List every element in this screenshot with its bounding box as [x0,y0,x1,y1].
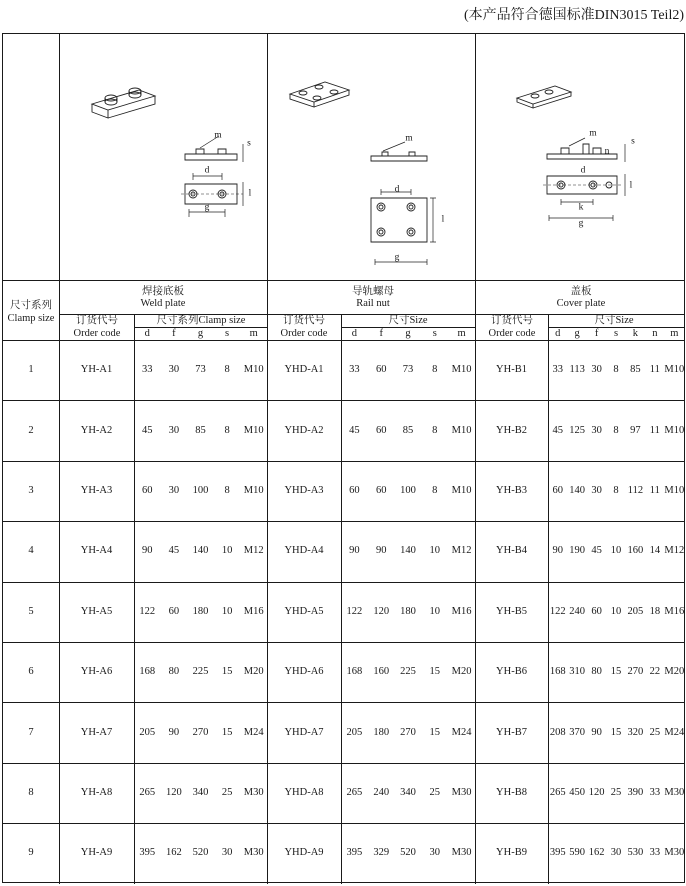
dimension-cell: M10 [243,484,264,496]
dimension-cell: M30 [664,786,685,798]
dimension-cell: 10 [429,605,441,617]
dim-header-s: s [613,327,619,339]
dimension-cell: M16 [451,605,472,617]
dimension-cell: M30 [451,786,472,798]
dimension-cell: 15 [429,665,441,677]
dimension-cell: 265 [139,786,156,798]
cover-label-n: n [604,146,610,157]
cover-title-zh: 盖板 [570,285,592,297]
dimension-cell: 180 [400,605,416,617]
dim-header-n: n [652,327,658,339]
dimension-cell: 168 [549,665,566,677]
row-rule [3,702,684,703]
order-code-cell: YHD-A9 [284,847,324,859]
dimension-cell: 8 [224,484,230,496]
dim-header-d: d [351,327,358,339]
dim-header-m: m [457,327,466,339]
rail-nut-drawing [287,74,477,284]
clamp-size-cell: 3 [28,484,34,496]
dimension-cell: M20 [243,665,264,677]
dimension-cell: M10 [664,363,685,375]
rail-label-g: g [394,252,400,263]
clamp-size-cell: 4 [28,545,34,557]
column-divider [475,34,476,884]
weld-title-en: Weld plate [140,297,186,309]
dimension-cell: 240 [569,605,586,617]
dimension-cell: 162 [588,847,605,859]
weld-label-s: s [247,138,251,149]
dimension-cell: 30 [221,847,233,859]
dimension-cell: 120 [588,786,605,798]
dimension-cell: M10 [451,424,472,436]
dimension-cell: 122 [346,605,363,617]
dimension-cell: 320 [627,726,644,738]
dimension-cell: M30 [243,786,264,798]
dimension-cell: 370 [569,726,586,738]
dimension-cell: 45 [142,424,153,436]
dimension-cell: 520 [192,847,209,859]
dim-header-f: f [379,327,383,339]
cover-label-k: k [578,202,584,213]
order-code-cell: YHD-A6 [284,665,324,677]
dimension-cell: 14 [649,545,661,557]
dimension-cell: 45 [552,424,563,436]
clamp-size-cell: 9 [28,847,34,859]
dimension-cell: 168 [139,665,156,677]
row-header-zh: 尺寸系列 [10,299,52,311]
clamp-size-cell: 6 [28,665,34,677]
dimension-cell: 160 [373,665,390,677]
order-code-cell: YH-B6 [496,665,527,677]
row-rule [3,400,684,401]
header-rule [3,280,684,281]
dimension-cell: 18 [649,605,661,617]
row-rule [3,582,684,583]
dimension-cell: 30 [591,363,602,375]
rail-code-zh: 订货代号 [283,314,325,326]
dimension-cell: 25 [429,786,441,798]
dimension-cell: 590 [569,847,586,859]
cover-size-label: 尺寸Size [594,314,634,326]
order-code-cell: YHD-A3 [284,484,324,496]
dimension-cell: 80 [168,665,180,677]
dimension-cell: 15 [610,726,622,738]
order-code-cell: YH-A4 [80,545,113,557]
dimension-cell: 113 [569,363,585,375]
dimension-cell: M10 [451,484,472,496]
dimension-cell: 30 [591,484,602,496]
column-divider [267,34,268,884]
order-code-cell: YH-A6 [80,665,113,677]
dimension-cell: 30 [591,424,602,436]
order-code-cell: YH-B5 [496,605,527,617]
row-rule [3,521,684,522]
dim-header-g: g [405,327,411,339]
clamp-size-cell: 1 [28,363,34,375]
dimension-cell: 85 [195,424,206,436]
dimension-cell: 162 [166,847,182,859]
dimension-cell: 25 [221,786,233,798]
dimension-cell: 160 [627,545,644,557]
rail-label-m: m [405,133,413,144]
order-code-cell: YH-B7 [496,726,527,738]
dimension-cell: 340 [400,786,416,798]
dim-header-g: g [574,327,580,339]
row-rule [3,763,684,764]
dimension-cell: 122 [549,605,566,617]
rail-title-zh: 导轨螺母 [352,285,394,297]
order-code-cell: YH-A5 [80,605,113,617]
dimension-cell: M12 [243,545,264,557]
dimension-cell: 85 [402,424,414,436]
dimension-cell: 225 [192,665,209,677]
row-rule [3,461,684,462]
dimension-cell: 8 [224,424,230,436]
dimension-cell: 190 [569,545,586,557]
dimension-cell: 60 [168,605,180,617]
dimension-cell: 100 [192,484,209,496]
dimension-cell: 395 [139,847,156,859]
dimension-cell: 15 [429,726,441,738]
dimension-cell: 11 [649,424,660,436]
order-code-cell: YH-A1 [80,363,113,375]
dimension-cell: 33 [649,847,661,859]
weld-label-g: g [204,202,210,213]
dimension-cell: M16 [664,605,685,617]
dimension-cell: M20 [451,665,472,677]
dimension-cell: 90 [552,545,563,557]
dimension-cell: 125 [569,424,586,436]
weld-label-l: l [248,188,252,199]
dimension-cell: 30 [168,484,180,496]
dim-header-f: f [594,327,599,339]
dimension-cell: 140 [192,545,209,557]
column-divider [59,34,60,884]
dimension-cell: M10 [243,363,264,375]
dimension-cell: 90 [168,726,180,738]
dimension-cell: 80 [591,665,602,677]
dimension-cell: 140 [569,484,586,496]
dimension-cell: 15 [221,726,233,738]
weld-plate-drawing [77,82,267,282]
cover-code-zh: 订货代号 [491,314,533,326]
dimension-cell: 25 [649,726,661,738]
dimension-cell: 530 [627,847,644,859]
dimension-cell: 395 [346,847,363,859]
order-code-cell: YH-A7 [80,726,113,738]
order-code-cell: YHD-A2 [284,424,324,436]
dimension-cell: 112 [627,484,644,496]
dimension-cell: 205 [346,726,363,738]
rail-label-d: d [394,184,400,195]
dimension-cell: 270 [400,726,416,738]
dimension-cell: 10 [610,545,622,557]
dimension-cell: 90 [375,545,387,557]
dimension-cell: 10 [610,605,622,617]
dimension-cell: 30 [168,363,180,375]
dimension-cell: 73 [195,363,206,375]
dim-header-s: s [225,327,230,339]
dimension-cell: M10 [451,363,472,375]
order-code-cell: YH-B8 [496,786,527,798]
header-rule [3,340,684,341]
dimension-cell: 225 [400,665,416,677]
dimension-cell: 265 [549,786,566,798]
dimension-cell: 8 [432,424,438,436]
dim-header-d: d [144,327,150,339]
dim-header-g: g [197,327,204,339]
standard-note: (本产品符合德国标准DIN3015 Teil2) [463,8,684,23]
dimension-cell: 340 [192,786,209,798]
dimension-cell: 45 [349,424,360,436]
dimension-cell: 168 [346,665,363,677]
rail-code-en: Order code [280,327,328,339]
dimension-cell: 180 [192,605,209,617]
order-code-cell: YHD-A4 [284,545,324,557]
dimension-cell: M12 [664,545,685,557]
dimension-cell: 120 [166,786,182,798]
clamp-size-cell: 2 [28,424,34,436]
dim-header-f: f [172,327,176,339]
clamp-spec-table [2,33,685,883]
dimension-cell: 33 [649,786,661,798]
order-code-cell: YH-A8 [80,786,113,798]
dimension-cell: 120 [373,605,390,617]
weld-code-en: Order code [73,327,121,339]
order-code-cell: YH-B2 [496,424,527,436]
weld-label-d: d [204,165,210,176]
dimension-cell: 45 [591,545,602,557]
dimension-cell: M16 [243,605,264,617]
clamp-size-cell: 5 [28,605,34,617]
dimension-cell: 450 [569,786,586,798]
dimension-cell: 25 [610,786,622,798]
dimension-cell: 205 [139,726,156,738]
dimension-cell: 8 [432,484,438,496]
dimension-cell: 180 [373,726,390,738]
weld-title-zh: 焊接底板 [142,285,184,297]
dimension-cell: 520 [400,847,416,859]
dimension-cell: 10 [221,545,233,557]
dim-header-m: m [249,327,258,339]
weld-label-m: m [214,130,222,141]
order-code-cell: YHD-A1 [284,363,324,375]
dimension-cell: 265 [346,786,363,798]
clamp-size-cell: 7 [28,726,34,738]
dimension-cell: 33 [552,363,563,375]
dim-header-k: k [632,327,639,339]
dimension-cell: 60 [375,484,387,496]
rail-title-en: Rail nut [356,297,390,309]
dimension-cell: 30 [429,847,441,859]
dimension-cell: 97 [630,424,641,436]
dimension-cell: 205 [627,605,644,617]
cover-code-en: Order code [488,327,536,339]
dimension-cell: 60 [591,605,602,617]
dimension-cell: 11 [649,363,660,375]
dimension-cell: 310 [569,665,586,677]
dimension-cell: 329 [373,847,390,859]
dimension-cell: 8 [613,484,619,496]
cover-label-s: s [631,136,635,147]
dimension-cell: M30 [664,847,685,859]
order-code-cell: YH-A2 [80,424,113,436]
dimension-cell: 33 [349,363,360,375]
order-code-cell: YH-B4 [496,545,527,557]
cover-label-d: d [580,165,586,176]
dimension-cell: 8 [613,363,619,375]
dimension-cell: M10 [664,484,685,496]
dimension-cell: 270 [627,665,644,677]
dimension-cell: 90 [142,545,153,557]
dimension-cell: M30 [243,847,264,859]
dimension-cell: 60 [375,424,387,436]
order-code-cell: YHD-A5 [284,605,324,617]
dimension-cell: M12 [451,545,472,557]
dimension-cell: M20 [664,665,685,677]
dimension-cell: 8 [613,424,619,436]
dimension-cell: 270 [192,726,209,738]
dimension-cell: 10 [429,545,441,557]
dimension-cell: 8 [432,363,438,375]
dimension-cell: 122 [139,605,156,617]
dimension-cell: 15 [610,665,622,677]
dimension-cell: 90 [349,545,360,557]
dimension-cell: 73 [402,363,414,375]
dimension-cell: 85 [630,363,641,375]
dimension-cell: M24 [451,726,472,738]
cover-label-m: m [589,128,597,139]
dimension-cell: 45 [168,545,180,557]
row-rule [3,642,684,643]
dimension-cell: 90 [591,726,602,738]
dimension-cell: M24 [664,726,685,738]
weld-code-zh: 订货代号 [76,314,118,326]
dimension-cell: 15 [221,665,233,677]
cover-plate-drawing [513,82,683,282]
cover-label-g: g [578,218,584,229]
cover-title-en: Cover plate [556,297,606,309]
dimension-cell: 60 [375,363,387,375]
order-code-cell: YH-A3 [80,484,113,496]
order-code-cell: YH-B9 [496,847,527,859]
rail-size-label: 尺寸Size [388,314,428,326]
dim-header-s: s [432,327,437,339]
dimension-cell: 100 [400,484,416,496]
dimension-cell: 208 [549,726,566,738]
order-code-cell: YH-A9 [80,847,113,859]
dimension-cell: 22 [649,665,661,677]
dimension-cell: 11 [649,484,660,496]
weld-size-label: 尺寸系列Clamp size [156,314,246,326]
header-rule [59,314,684,315]
dimension-cell: 395 [549,847,566,859]
dimension-cell: 33 [142,363,153,375]
dimension-cell: M30 [451,847,472,859]
order-code-cell: YHD-A8 [284,786,324,798]
dimension-cell: M24 [243,726,264,738]
rail-label-l: l [441,214,445,225]
dimension-cell: 60 [142,484,153,496]
clamp-size-cell: 8 [28,786,34,798]
dimension-cell: 8 [224,363,230,375]
dimension-cell: M10 [664,424,685,436]
dim-header-m: m [670,327,679,339]
cover-label-l: l [629,180,633,191]
row-rule [3,823,684,824]
dimension-cell: 30 [168,424,180,436]
dimension-cell: M10 [243,424,264,436]
dimension-cell: 60 [349,484,360,496]
dimension-cell: 30 [610,847,622,859]
row-header-en: Clamp size [7,312,55,324]
dimension-cell: 140 [400,545,416,557]
order-code-cell: YH-B3 [496,484,527,496]
dim-header-d: d [555,327,561,339]
dimension-cell: 10 [221,605,233,617]
dimension-cell: 240 [373,786,390,798]
dimension-cell: 390 [627,786,644,798]
dimension-cell: 60 [552,484,563,496]
order-code-cell: YH-B1 [496,363,527,375]
order-code-cell: YHD-A7 [284,726,324,738]
